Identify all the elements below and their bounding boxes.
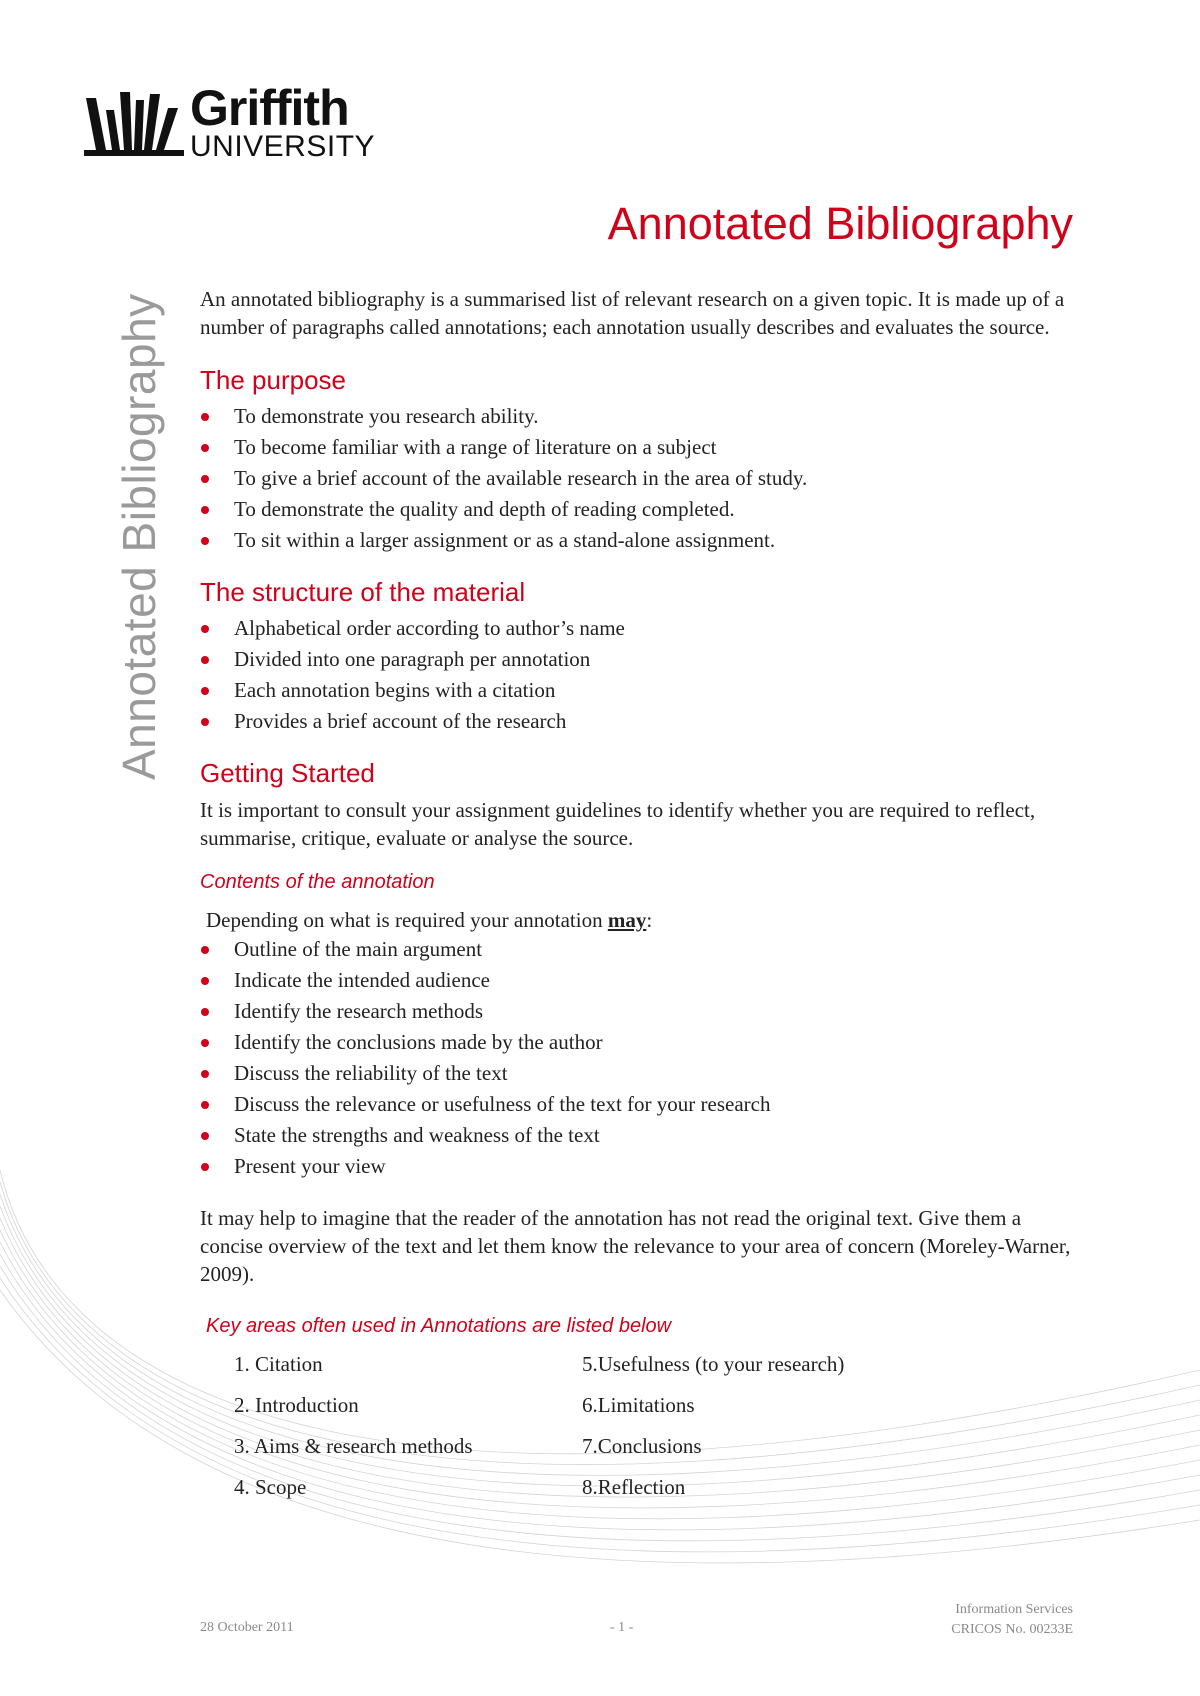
list-item: To give a brief account of the available research in the area of study. <box>200 463 1080 494</box>
footer-page-number: - 1 - <box>610 1620 634 1635</box>
list-item: Divided into one paragraph per annotation <box>200 644 1080 675</box>
list-item: Each annotation begins with a citation <box>200 675 1080 706</box>
list-item: Identify the research methods <box>200 996 1080 1027</box>
footer-cricos: CRICOS No. 00233E <box>951 1622 1073 1637</box>
page-title: Annotated Bibliography <box>607 198 1073 249</box>
contents-lead-end: : <box>646 908 653 932</box>
document-body <box>200 285 1080 1508</box>
key-area-item: 8.Reflection <box>582 1475 686 1499</box>
list-item: To demonstrate you research ability. <box>200 401 1080 432</box>
key-area-item: 6.Limitations <box>582 1393 695 1417</box>
footer-info <box>951 1600 1073 1640</box>
contents-heading: Contents of the annotation <box>200 871 435 893</box>
structure-heading: The structure of the material <box>200 577 526 607</box>
contents-list <box>200 934 1080 1182</box>
list-item: To become familiar with a range of literature on a subject <box>200 432 1080 463</box>
list-item: Discuss the reliability of the text <box>200 1058 1080 1089</box>
list-item: To sit within a larger assignment or as a stand-alone assignment. <box>200 525 1080 556</box>
key-areas-heading: Key areas often used in Annotations are listed below <box>206 1315 672 1337</box>
list-item: Provides a brief account of the research <box>200 706 1080 737</box>
contents-closing-paragraph: It may help to imagine that the reader of the annotation has not read the original text. Give them a concise overview of the text and let them know the relevance to your area of concern (Moreley-Warner, 2009). <box>200 1206 1071 1286</box>
contents-lead-emphasis: may <box>607 908 647 932</box>
key-area-item: 4. Scope <box>234 1475 307 1499</box>
griffith-crest-icon <box>84 90 184 160</box>
list-item: Outline of the main argument <box>200 934 1080 965</box>
footer-date: 28 October 2011 <box>200 1620 294 1635</box>
list-item: Indicate the intended audience <box>200 965 1080 996</box>
key-area-item: 5.Usefulness (to your research) <box>582 1352 845 1376</box>
purpose-list <box>200 401 1080 556</box>
key-area-item: 1. Citation <box>234 1352 323 1376</box>
list-item: Present your view <box>200 1151 1080 1182</box>
logo-wordmark <box>190 80 376 163</box>
key-area-item: 2. Introduction <box>234 1393 359 1417</box>
contents-lead <box>200 906 1080 934</box>
structure-list <box>200 613 1080 737</box>
list-item: Discuss the relevance or usefulness of the text for your research <box>200 1089 1080 1120</box>
getting-started-paragraph: It is important to consult your assignment guidelines to identify whether you are required to reflect, summarise, critique, evaluate or analyse the source. <box>200 798 1036 850</box>
side-title: Annotated Bibliography <box>113 293 165 780</box>
list-item: Alphabetical order according to author’s name <box>200 613 1080 644</box>
getting-started-heading: Getting Started <box>200 758 375 788</box>
purpose-heading: The purpose <box>200 365 346 395</box>
contents-lead-text: Depending on what is required your annotation <box>206 908 608 932</box>
logo-name: Griffith <box>190 80 349 136</box>
list-item: Identify the conclusions made by the author <box>200 1027 1080 1058</box>
key-area-item: 7.Conclusions <box>582 1434 702 1458</box>
list-item: To demonstrate the quality and depth of reading completed. <box>200 494 1080 525</box>
logo-subtitle: UNIVERSITY <box>190 130 376 163</box>
list-item: State the strengths and weakness of the text <box>200 1120 1080 1151</box>
footer-department: Information Services <box>955 1602 1073 1617</box>
key-area-item: 3. Aims & research methods <box>234 1434 473 1458</box>
key-areas-grid <box>234 1344 1080 1508</box>
intro-paragraph: An annotated bibliography is a summarised list of relevant research on a given topic. It is made up of a number of paragraphs called annotations; each annotation usually describes and evaluates the source. <box>200 287 1065 339</box>
